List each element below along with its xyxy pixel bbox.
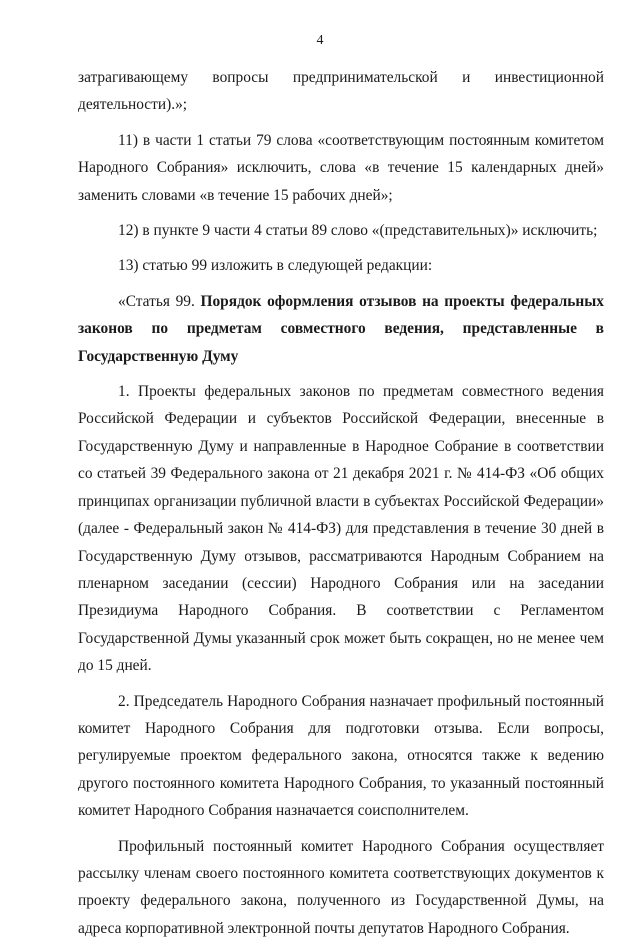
article-99-part-2: 2. Председатель Народного Собрания назначает профильный постоянный комитет Народного Собрания для подготовки отзыва. Если вопросы, регулируемые проектом федерального закона, относятся также к ведению другого постоянного комитета Народного Собрания, то указанный постоянный комитет Народного Собрания назначается соисполнителем. <box>78 692 604 820</box>
article-99-part-2-continued: Профильный постоянный комитет Народного Собрания осуществляет рассылку членам своего постоянного комитета соответствующих документов к проекту федерального закона, полученного из Государственной Думы, на адреса корпоративной электронной почты депутатов Народного Собрания. <box>78 837 604 937</box>
article-99-title: Порядок оформления отзывов на проекты федеральных законов по предметам совместного ведения, представленные в Государственную Думу <box>78 292 604 365</box>
paragraph-item-13: 13) статью 99 изложить в следующей редакции: <box>118 257 433 275</box>
article-99-part-1: 1. Проекты федеральных законов по предметам совместного ведения Российской Федерации и субъектов Российской Федерации, внесенные в Государственную Думу и направленные в Народное Собрание в соответствии со статьей 39 Федерального закона от 21 декабря 2021 г. № 414-ФЗ «Об общих принципах организации публичной власти в субъектах Российской Федерации» (далее - Федеральный закон № 414-ФЗ) для представления в течение 30 дней в Государственную Думу отзывов, рассматриваются Народным Собранием на пленарном заседании (сессии) Народного Собрания или на заседании Президиума Народного Собрания. В соответствии с Регламентом Государственной Думы указанный срок может быть сокращен, но не менее чем до 15 дней. <box>78 383 604 675</box>
document-body <box>78 64 604 942</box>
paragraph-item-11: 11) в части 1 статьи 79 слова «соответствующим постоянным комитетом Народного Собрания» исключить, слова «в течение 15 календарных дней» заменить словами «в течение 15 рабочих дней»; <box>78 131 604 204</box>
paragraph-continuation-end: деятельности).»; <box>78 96 188 114</box>
article-99-prefix: «Статья 99. <box>118 292 201 310</box>
article-99-heading <box>78 288 604 370</box>
page-number: 4 <box>316 33 324 48</box>
paragraph-item-12: 12) в пункте 9 части 4 статьи 89 слово «(представительных)» исключить; <box>118 222 598 240</box>
paragraph-continuation-line: затрагивающему вопросы предпринимательской и инвестиционной <box>78 69 604 86</box>
